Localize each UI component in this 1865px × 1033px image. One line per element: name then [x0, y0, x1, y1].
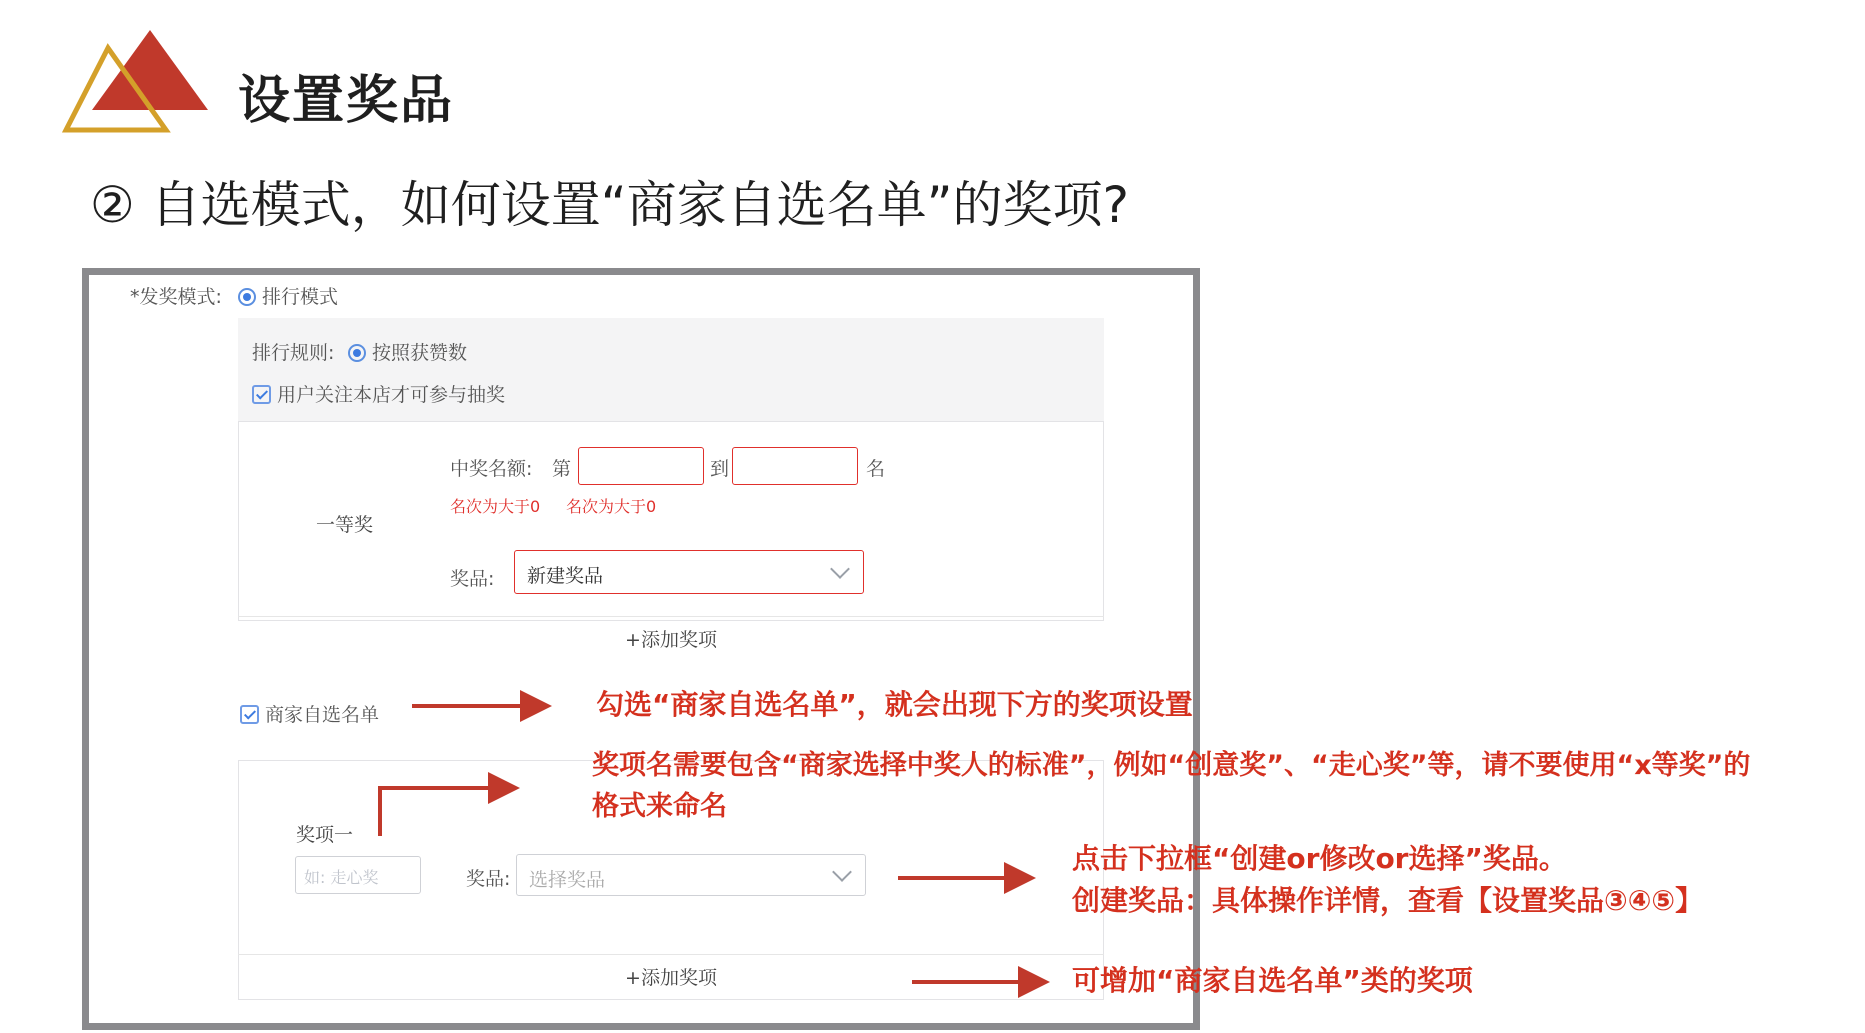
- arrow-item-name: [380, 788, 512, 836]
- rank-from-error: 名次为大于0: [450, 497, 541, 516]
- prize-label: 奖品:: [450, 568, 495, 590]
- add-item-label: +添加奖项: [625, 629, 717, 651]
- rank-rule-label: 排行规则:: [252, 342, 335, 364]
- item-name-placeholder: 如: 走心奖: [304, 868, 379, 887]
- annotation-add-item: 可增加“商家自选名单”类的奖项: [1072, 964, 1473, 997]
- annotation-item-name-line1: 奖项名需要包含“商家选择中奖人的标准”，例如“创意奖”、“走心奖”等，请不要使用“x等奖”的: [592, 750, 1751, 781]
- item-one-label: 奖项一: [296, 824, 354, 846]
- item-prize-placeholder: 选择奖品: [529, 869, 606, 891]
- annotation-item-name-line2: 格式来命名: [592, 791, 727, 822]
- quota-label: 中奖名额:: [450, 458, 533, 480]
- follow-checkbox-label: 用户关注本店才可参与抽奖: [277, 384, 506, 406]
- page-title: 设置奖品: [238, 71, 455, 131]
- rank-rule-value: 按照获赞数: [372, 342, 468, 364]
- rank-suffix: 名: [866, 458, 886, 480]
- rank-to-prefix: 到: [710, 458, 730, 480]
- item-prize-label: 奖品:: [466, 868, 511, 890]
- annotation-prize-select-line2: 创建奖品：具体操作详情，查看【设置奖品③④⑤】: [1072, 884, 1704, 917]
- add-item-label-2: +添加奖项: [625, 967, 717, 989]
- annotation-prize-select-line1: 点击下拉框“创建or修改or选择”奖品。: [1072, 842, 1567, 875]
- rank-to-error: 名次为大于0: [566, 497, 657, 516]
- award-mode-value: 排行模式: [262, 286, 339, 308]
- annotation-check-merchant-list: 勾选“商家自选名单”，就会出现下方的奖项设置: [596, 688, 1193, 721]
- page-subtitle: ② 自选模式，如何设置“商家自选名单”的奖项?: [90, 176, 1130, 234]
- prize-select-value: 新建奖品: [527, 565, 604, 587]
- award-mode-label: *发奖模式:: [130, 286, 222, 308]
- merchant-list-label: 商家自选名单: [265, 704, 380, 726]
- rank-from-prefix: 第: [552, 458, 572, 480]
- first-prize-label: 一等奖: [316, 514, 374, 536]
